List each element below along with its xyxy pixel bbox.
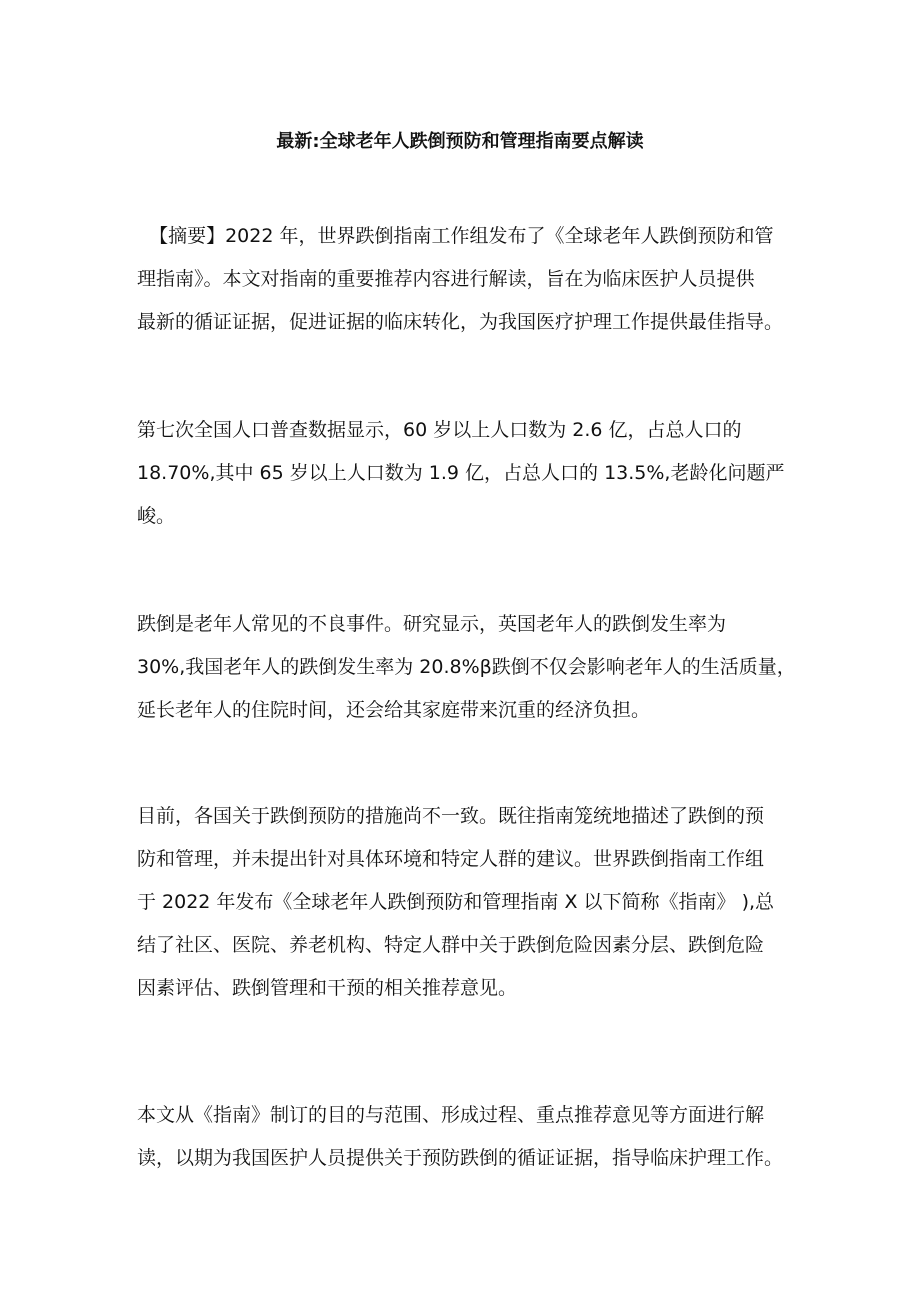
paragraph-line: 30%,我国老年人的跌倒发生率为 20.8%β跌倒不仅会影响老年人的生活质量，	[137, 656, 796, 678]
paragraph-falls	[137, 603, 809, 732]
paragraph-line: 结了社区、医院、养老机构、特定人群中关于跌倒危险因素分层、跌倒危险	[137, 934, 765, 956]
paragraph-line: 防和管理，并未提出针对具体环境和特定人群的建议。世界跌倒指南工作组	[137, 848, 765, 870]
paragraph-line: 于 2022 年发布《全球老年人跌倒预防和管理指南 X 以下简称《指南》 ),总	[137, 891, 775, 913]
paragraph-census	[137, 409, 809, 538]
paragraph-line: 理指南》。本文对指南的重要推荐内容进行解读，旨在为临床医护人员提供	[137, 268, 755, 290]
paragraph-abstract	[137, 215, 809, 344]
paragraph-line: 本文从《指南》制订的目的与范围、形成过程、重点推荐意见等方面进行解	[137, 1104, 765, 1126]
paragraph-line: 延长老年人的住院时间，还会给其家庭带来沉重的经济负担。	[137, 699, 651, 721]
paragraph-line: 18.70%,其中 65 岁以上人口数为 1.9 亿，占总人口的 13.5%,老龄化问题严	[137, 462, 785, 484]
paragraph-line: 第七次全国人口普查数据显示，60 岁以上人口数为 2.6 亿，占总人口的	[137, 419, 742, 441]
paragraph-line: 峻。	[137, 505, 176, 527]
paragraph-line: 因素评估、跌倒管理和干预的相关推荐意见。	[137, 977, 518, 999]
document-title: 最新:全球老年人跌倒预防和管理指南要点解读	[276, 131, 644, 152]
paragraph-current	[137, 795, 809, 1010]
paragraph-line: 【摘要】2022 年，世界跌倒指南工作组发布了《全球老年人跌倒预防和管	[137, 225, 774, 247]
paragraph-line: 跌倒是老年人常见的不良事件。研究显示，英国老年人的跌倒发生率为	[137, 613, 727, 635]
paragraph-line: 目前，各国关于跌倒预防的措施尚不一致。既往指南笼统地描述了跌倒的预	[137, 805, 765, 827]
paragraph-scope	[137, 1094, 809, 1180]
paragraph-line: 最新的循证证据，促进证据的临床转化，为我国医疗护理工作提供最佳指导。	[137, 311, 784, 333]
paragraph-line: 读，以期为我国医护人员提供关于预防跌倒的循证证据，指导临床护理工作。	[137, 1147, 784, 1169]
